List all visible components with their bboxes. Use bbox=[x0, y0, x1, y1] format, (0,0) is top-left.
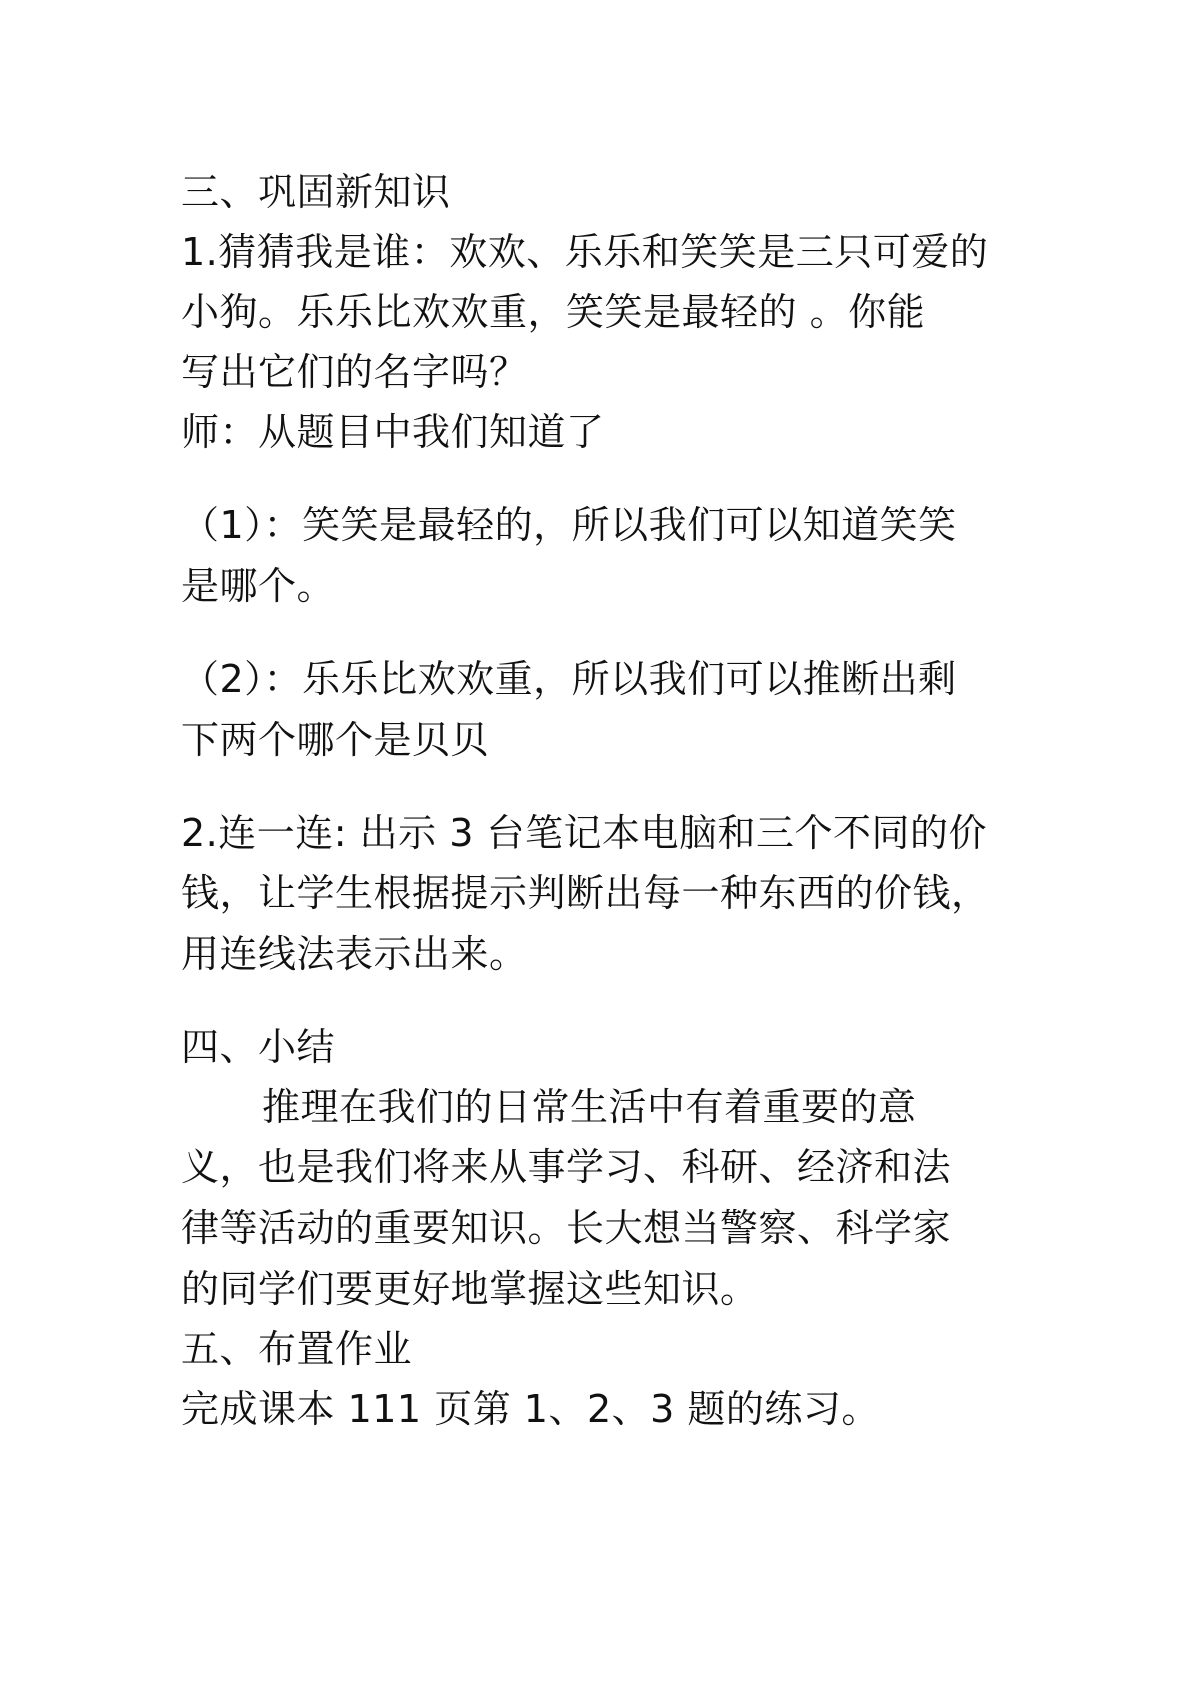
point-2-line-1: （2）：乐乐比欢欢重，所以我们可以推断出剩 bbox=[181, 657, 957, 701]
question-2-line-2: 钱，让学生根据提示判断出每一种东西的价钱， bbox=[181, 871, 990, 915]
summary-line-2: 义，也是我们将来从事学习、科研、经济和法 bbox=[181, 1145, 952, 1189]
question-2-line-3: 用连线法表示出来。 bbox=[181, 932, 528, 976]
homework-task: 完成课本 111 页第 1、2、3 题的练习。 bbox=[181, 1387, 880, 1431]
teacher-line: 师：从题目中我们知道了 bbox=[181, 410, 605, 454]
question-1-line-3: 写出它们的名字吗？ bbox=[181, 350, 528, 394]
section-heading-homework: 五、布置作业 bbox=[181, 1327, 413, 1371]
section-heading-consolidate: 三、巩固新知识 bbox=[181, 170, 451, 214]
question-2-line-1: 2.连一连: 出示 3 台笔记本电脑和三个不同的价 bbox=[181, 811, 987, 855]
question-1-line-2: 小狗。乐乐比欢欢重，笑笑是最轻的 。你能 bbox=[181, 290, 926, 334]
point-2-line-2: 下两个哪个是贝贝 bbox=[181, 718, 490, 762]
point-1-line-1: （1）：笑笑是最轻的，所以我们可以知道笑笑 bbox=[181, 503, 957, 547]
summary-line-3: 律等活动的重要知识。长大想当警察、科学家 bbox=[181, 1206, 952, 1250]
question-1-line-1: 1.猜猜我是谁：欢欢、乐乐和笑笑是三只可爱的 bbox=[181, 230, 989, 274]
section-heading-summary: 四、小结 bbox=[181, 1025, 336, 1069]
summary-line-1: 推理在我们的日常生活中有着重要的意 bbox=[262, 1085, 917, 1129]
summary-line-4: 的同学们要更好地掌握这些知识。 bbox=[181, 1267, 759, 1311]
point-1-line-2: 是哪个。 bbox=[181, 564, 336, 608]
